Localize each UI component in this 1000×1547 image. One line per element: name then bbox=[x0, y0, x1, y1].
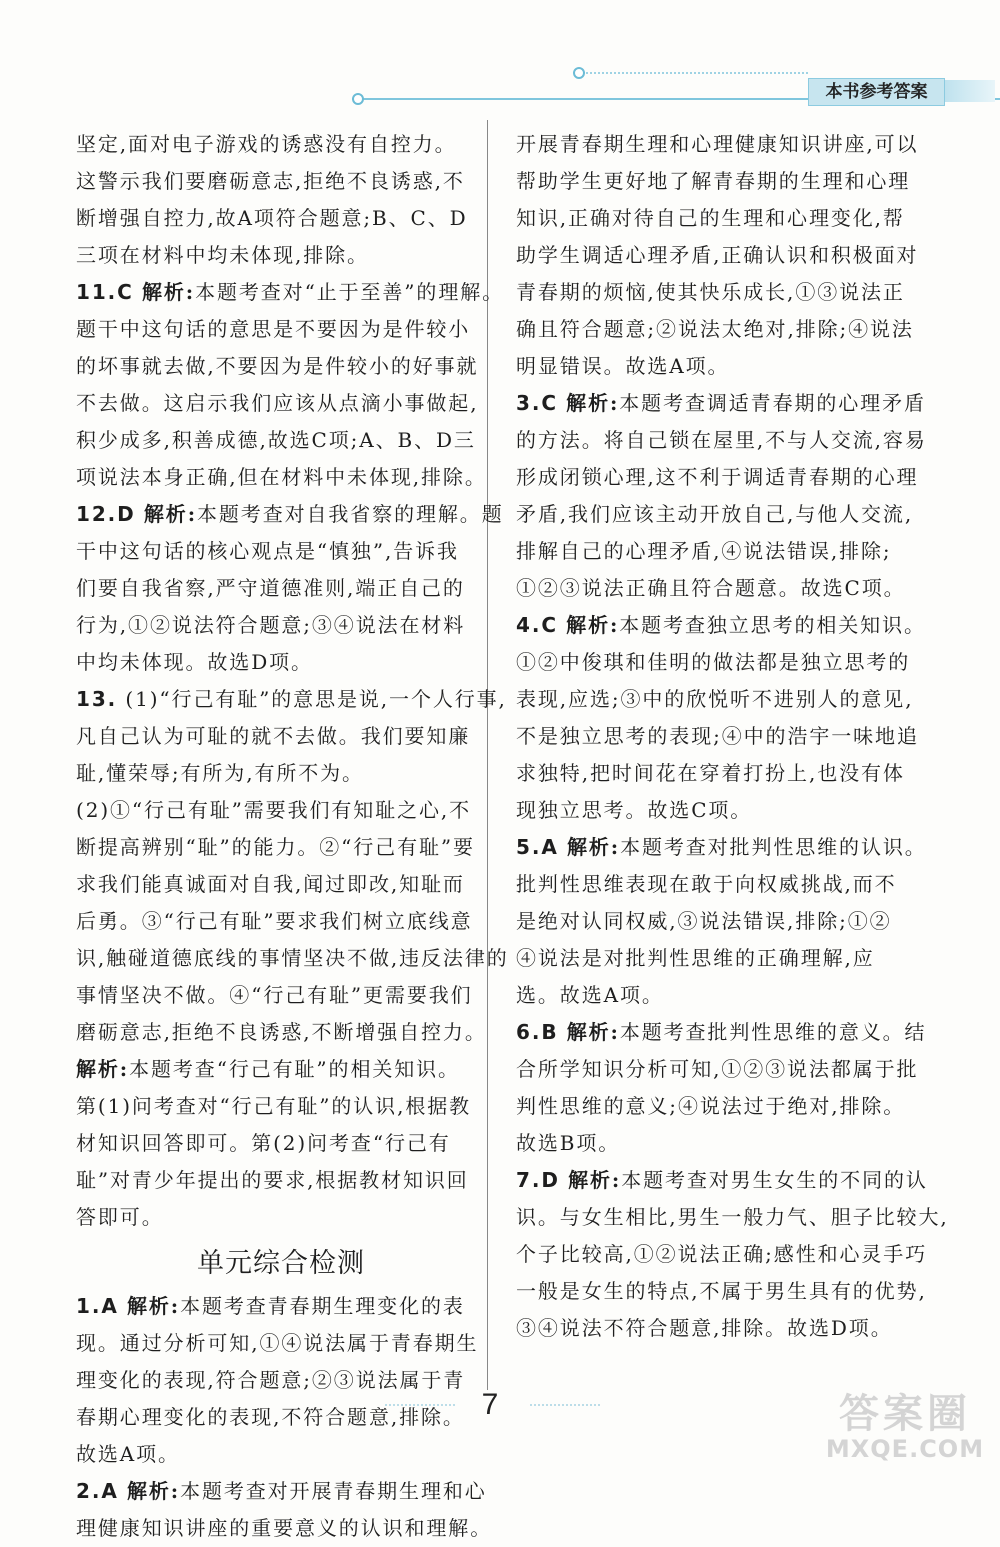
line-text: 排解自己的心理矛盾,④说法错误,排除; bbox=[516, 539, 892, 563]
text-line bbox=[76, 940, 509, 977]
text-line bbox=[76, 607, 486, 644]
line-text: 助学生调适心理矛盾,正确认识和积极面对 bbox=[516, 243, 919, 267]
question-number: 11.C bbox=[76, 280, 134, 304]
text-line bbox=[516, 163, 926, 200]
section-title: 单元综合检测 bbox=[197, 1248, 365, 1279]
line-text: 不是独立思考的表现;④中的浩宇一味地追 bbox=[516, 724, 919, 748]
text-line bbox=[516, 459, 926, 496]
line-text: 本题考查对开展青春期生理和心 bbox=[180, 1479, 487, 1503]
footer-decoration-left bbox=[385, 1404, 455, 1412]
line-text: 一般是女生的特点,不属于男生具有的优势, bbox=[516, 1279, 927, 1303]
analysis-label: 解析: bbox=[566, 835, 621, 859]
text-line bbox=[76, 459, 486, 496]
line-text: 坚定,面对电子游戏的诱惑没有自控力。 bbox=[76, 132, 457, 156]
text-line bbox=[76, 348, 486, 385]
line-text: 的方法。将自己锁在屋里,不与人交流,容易 bbox=[516, 428, 927, 452]
text-line bbox=[516, 200, 926, 237]
text-line bbox=[76, 496, 504, 533]
text-line bbox=[76, 1088, 486, 1125]
text-line bbox=[516, 1051, 926, 1088]
line-text: 知识,正确对待自己的生理和心理变化,帮 bbox=[516, 206, 905, 230]
line-text: 本题考查对男生女生的不同的认 bbox=[621, 1168, 928, 1192]
text-line bbox=[516, 977, 926, 1014]
text-line bbox=[516, 903, 926, 940]
header-tail-decoration bbox=[945, 80, 995, 102]
line-text: 理健康知识讲座的重要意义的认识和理解。 bbox=[76, 1516, 493, 1540]
text-line bbox=[76, 126, 486, 163]
header-dot-right bbox=[352, 93, 364, 105]
text-line bbox=[516, 570, 926, 607]
text-line bbox=[76, 1125, 486, 1162]
question-number: 6.B bbox=[516, 1020, 559, 1044]
line-text: 判性思维的意义;④说法过于绝对,排除。 bbox=[516, 1094, 906, 1118]
question-number: 2.A bbox=[76, 1479, 119, 1503]
line-text: 干中这句话的核心观点是“慎独”,告诉我 bbox=[76, 539, 459, 563]
line-text: 本题考查对“止于至善”的理解。 bbox=[195, 280, 505, 304]
line-text: 中均未体现。故选D项。 bbox=[76, 650, 313, 674]
line-text: ④说法是对批判性思维的正确理解,应 bbox=[516, 946, 875, 970]
text-line bbox=[76, 533, 486, 570]
analysis-label: 解析: bbox=[126, 1294, 181, 1318]
line-text: 本题考查独立思考的相关知识。 bbox=[619, 613, 926, 637]
line-text: 们要自我省察,严守道德准则,端正自己的 bbox=[76, 576, 465, 600]
text-line bbox=[76, 1162, 486, 1199]
text-line bbox=[76, 1325, 486, 1362]
line-text: 理变化的表现,符合题意;②③说法属于青 bbox=[76, 1368, 466, 1392]
question-number: 12.D bbox=[76, 502, 136, 526]
text-line bbox=[516, 1014, 926, 1051]
line-text: 春期心理变化的表现,不符合题意,排除。 bbox=[76, 1405, 465, 1429]
text-line bbox=[516, 533, 926, 570]
line-text: 求我们能真诚面对自我,闻过即改,知耻而 bbox=[76, 872, 465, 896]
page-number: 7 bbox=[481, 1388, 499, 1421]
text-line bbox=[76, 422, 486, 459]
line-text: 磨砺意志,拒绝不良诱惑,不断增强自控力。 bbox=[76, 1020, 487, 1044]
line-text: 凡自己认为可耻的就不去做。我们要知廉 bbox=[76, 724, 471, 748]
line-text: ①②③说法正确且符合题意。故选C项。 bbox=[516, 576, 906, 600]
line-text: 耻”对青少年提出的要求,根据教材知识回 bbox=[76, 1168, 469, 1192]
line-text: 耻,懂荣辱;有所为,有所不为。 bbox=[76, 761, 364, 785]
line-text: 明显错误。故选A项。 bbox=[516, 354, 730, 378]
text-line bbox=[516, 1125, 926, 1162]
line-text: 形成闭锁心理,这不利于调适青春期的心理 bbox=[516, 465, 919, 489]
text-line bbox=[516, 792, 926, 829]
question-number: 4.C bbox=[516, 613, 558, 637]
text-line bbox=[76, 792, 486, 829]
line-text: 本题考查对自我省察的理解。题 bbox=[197, 502, 504, 526]
text-line bbox=[516, 237, 926, 274]
text-line bbox=[516, 1273, 926, 1310]
text-line bbox=[516, 829, 926, 866]
header-dotted-rule bbox=[578, 72, 808, 75]
text-line bbox=[516, 1088, 926, 1125]
left-lines bbox=[76, 126, 509, 1236]
line-text: 本题考查批判性思维的意义。结 bbox=[619, 1020, 927, 1044]
question-number: 7.D bbox=[516, 1168, 560, 1192]
line-text: 本题考查调适青春期的心理矛盾 bbox=[619, 391, 926, 415]
line-text: 答即可。 bbox=[76, 1205, 164, 1229]
text-line bbox=[76, 274, 505, 311]
line-text: 后勇。③“行己有耻”要求我们树立底线意 bbox=[76, 909, 473, 933]
line-text: (1)“行己有耻”的意思是说,一个人行事, bbox=[125, 687, 507, 711]
analysis-label: 解析: bbox=[566, 1020, 620, 1044]
line-text: 本题考查青春期生理变化的表 bbox=[180, 1294, 465, 1318]
line-text: 积少成多,积善成德,故选C项;A、B、D三 bbox=[76, 428, 476, 452]
line-text: 题干中这句话的意思是不要因为是件较小 bbox=[76, 317, 471, 341]
text-line bbox=[76, 1510, 493, 1547]
text-line bbox=[516, 1199, 949, 1236]
line-text: 开展青春期生理和心理健康知识讲座,可以 bbox=[516, 132, 919, 156]
line-text: 事情坚决不做。④“行己有耻”更需要我们 bbox=[76, 983, 473, 1007]
analysis-label: 解析: bbox=[76, 1057, 130, 1081]
header-dot-left bbox=[573, 67, 585, 79]
line-text: ③④说法不符合题意,排除。故选D项。 bbox=[516, 1316, 893, 1340]
text-line bbox=[516, 718, 926, 755]
line-text: 现独立思考。故选C项。 bbox=[516, 798, 753, 822]
text-line bbox=[516, 1162, 926, 1199]
line-text: 这警示我们要磨砺意志,拒绝不良诱惑,不 bbox=[76, 169, 465, 193]
text-line bbox=[76, 1473, 486, 1510]
text-line bbox=[516, 496, 926, 533]
text-line bbox=[76, 1014, 486, 1051]
line-text: 青春期的烦恼,使其快乐成长,①③说法正 bbox=[516, 280, 905, 304]
line-text: 识。与女生相比,男生一般力气、胆子比较大, bbox=[516, 1205, 949, 1229]
text-line bbox=[516, 348, 926, 385]
text-line bbox=[516, 607, 926, 644]
line-text: 是绝对认同权威,③说法错误,排除;①② bbox=[516, 909, 892, 933]
right-lines bbox=[516, 126, 949, 1347]
line-text: 批判性思维表现在敢于向权威挑战,而不 bbox=[516, 872, 897, 896]
text-line bbox=[76, 755, 486, 792]
line-text: 断增强自控力,故A项符合题意;B、C、D bbox=[76, 206, 468, 230]
question-number: 13. bbox=[76, 687, 118, 711]
line-text: 三项在材料中均未体现,排除。 bbox=[76, 243, 369, 267]
text-line bbox=[516, 940, 926, 977]
text-line bbox=[76, 200, 486, 237]
text-line bbox=[516, 866, 926, 903]
line-text: 现。通过分析可知,①④说法属于青春期生 bbox=[76, 1331, 479, 1355]
line-text: ①②中俊琪和佳明的做法都是独立思考的 bbox=[516, 650, 911, 674]
text-line bbox=[76, 644, 486, 681]
analysis-label: 解析: bbox=[143, 502, 197, 526]
line-text: 矛盾,我们应该主动开放自己,与他人交流, bbox=[516, 502, 914, 526]
watermark-logo bbox=[820, 1392, 990, 1466]
line-text: 帮助学生更好地了解青春期的生理和心理 bbox=[516, 169, 911, 193]
question-number: 5.A bbox=[516, 835, 559, 859]
text-line bbox=[76, 385, 486, 422]
line-text: 确且符合题意;②说法太绝对,排除;④说法 bbox=[516, 317, 914, 341]
text-line bbox=[516, 311, 926, 348]
text-line bbox=[76, 570, 486, 607]
text-line bbox=[516, 1236, 926, 1273]
line-text: 不去做。这启示我们应该从点滴小事做起, bbox=[76, 391, 479, 415]
text-line bbox=[76, 1288, 486, 1325]
analysis-label: 解析: bbox=[126, 1479, 181, 1503]
line-text: 本题考查“行己有耻”的相关知识。 bbox=[129, 1057, 460, 1081]
line-text: 表现,应选;③中的欣悦听不进别人的意见, bbox=[516, 687, 914, 711]
text-line bbox=[516, 681, 926, 718]
analysis-label: 解析: bbox=[566, 391, 620, 415]
text-line bbox=[516, 385, 926, 422]
analysis-label: 解析: bbox=[141, 280, 196, 304]
watermark-top: 答案圈 bbox=[839, 1391, 971, 1437]
text-line bbox=[516, 274, 926, 311]
text-line bbox=[76, 1199, 486, 1236]
analysis-label: 解析: bbox=[566, 613, 620, 637]
text-line bbox=[76, 237, 486, 274]
right-column bbox=[516, 126, 949, 1347]
line-text: 的坏事就去做,不要因为是件较小的好事就 bbox=[76, 354, 479, 378]
text-line bbox=[516, 1310, 926, 1347]
header-title: 本书参考答案 bbox=[808, 78, 945, 106]
line-text: 选。故选A项。 bbox=[516, 983, 664, 1007]
line-text: 识,触碰道德底线的事情坚决不做,违反法律的 bbox=[76, 946, 509, 970]
line-text: 求独特,把时间花在穿着打扮上,也没有体 bbox=[516, 761, 905, 785]
watermark-bottom: MXQE.COM bbox=[825, 1435, 985, 1463]
line-text: 故选A项。 bbox=[76, 1442, 180, 1466]
text-line bbox=[76, 866, 486, 903]
question-number: 1.A bbox=[76, 1294, 119, 1318]
text-line bbox=[76, 163, 486, 200]
text-line bbox=[76, 903, 486, 940]
text-line bbox=[516, 126, 926, 163]
line-text: 故选B项。 bbox=[516, 1131, 621, 1155]
line-text: 第(1)问考查对“行己有耻”的认识,根据教 bbox=[76, 1094, 472, 1118]
text-line bbox=[516, 644, 926, 681]
line-text: 项说法本身正确,但在材料中未体现,排除。 bbox=[76, 465, 487, 489]
line-text: 行为,①②说法符合题意;③④说法在材料 bbox=[76, 613, 466, 637]
line-text: 材知识回答即可。第(2)问考查“行己有 bbox=[76, 1131, 451, 1155]
line-text: (2)①“行己有耻”需要我们有知耻之心,不 bbox=[76, 798, 472, 822]
line-text: 个子比较高,①②说法正确;感性和心灵手巧 bbox=[516, 1242, 928, 1266]
text-line bbox=[516, 422, 926, 459]
text-line bbox=[76, 1051, 486, 1088]
column-divider bbox=[487, 120, 488, 1390]
text-line bbox=[76, 977, 486, 1014]
analysis-label: 解析: bbox=[568, 1168, 622, 1192]
question-number: 3.C bbox=[516, 391, 558, 415]
text-line bbox=[76, 1436, 486, 1473]
line-text: 本题考查对批判性思维的认识。 bbox=[620, 835, 927, 859]
footer-decoration-right bbox=[530, 1404, 600, 1412]
line-text: 合所学知识分析可知,①②③说法都属于批 bbox=[516, 1057, 919, 1081]
text-line bbox=[516, 755, 926, 792]
text-line bbox=[76, 718, 486, 755]
text-line bbox=[76, 829, 486, 866]
text-line bbox=[76, 681, 507, 718]
line-text: 断提高辨别“耻”的能力。②“行己有耻”要 bbox=[76, 835, 475, 859]
text-line bbox=[76, 311, 486, 348]
left-column bbox=[76, 126, 509, 1547]
